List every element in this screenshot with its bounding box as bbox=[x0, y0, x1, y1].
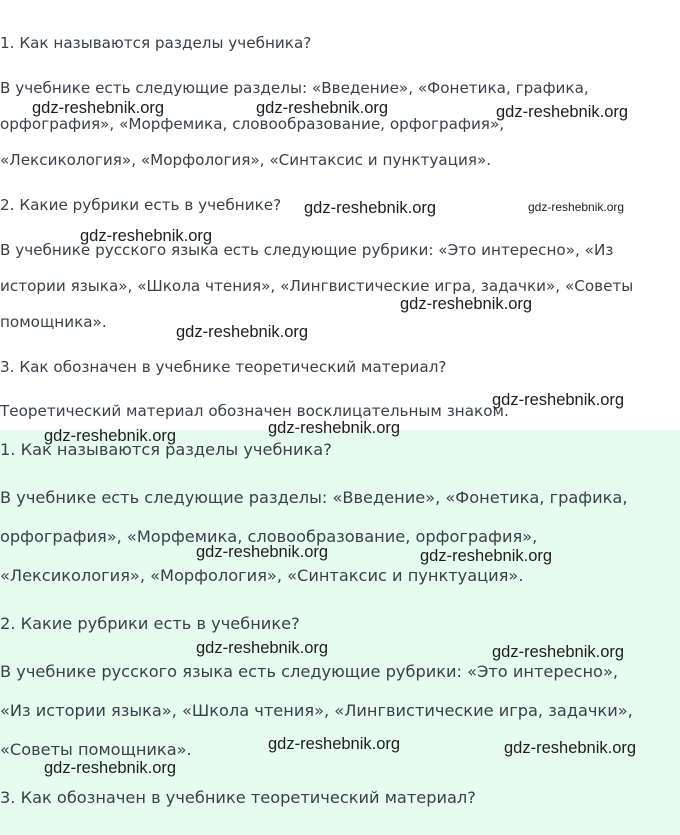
watermark: gdz-reshebnik.org bbox=[256, 99, 389, 117]
watermark: gdz-reshebnik.org bbox=[492, 643, 625, 661]
answer-1-line-3: «Лексикология», «Морфология», «Синтаксис и пунктуация». bbox=[0, 151, 492, 169]
watermark: gdz-reshebnik.org bbox=[44, 427, 177, 445]
watermark: gdz-reshebnik.org bbox=[268, 419, 401, 437]
answer-1-line-2: орфография», «Морфемика, словообразование, орфография», bbox=[0, 115, 505, 133]
answer-2-line-1: В учебнике русского языка есть следующие рубрики: «Это интересно», bbox=[0, 662, 619, 681]
watermark: gdz-reshebnik.org bbox=[492, 391, 625, 409]
question-2: 2. Какие рубрики есть в учебнике? bbox=[0, 614, 300, 633]
question-1: 1. Как называются разделы учебника? bbox=[0, 34, 312, 52]
answer-2-line-2: «Из истории языка», «Школа чтения», «Лингвистические игра, задачки», bbox=[0, 701, 633, 720]
watermark: gdz-reshebnik.org bbox=[304, 199, 437, 217]
answer-3-line-1: Теоретический материал обозначен восклицательным знаком. bbox=[0, 402, 509, 420]
watermark: gdz-reshebnik.org bbox=[80, 227, 213, 245]
answer-1-line-1: В учебнике есть следующие разделы: «Введение», «Фонетика, графика, bbox=[0, 488, 628, 507]
watermark: gdz-reshebnik.org bbox=[420, 547, 553, 565]
answer-2-line-1: В учебнике русского языка есть следующие рубрики: «Это интересно», «Из bbox=[0, 241, 614, 259]
answer-2-line-3: помощника». bbox=[0, 313, 107, 331]
watermark: gdz-reshebnik.org bbox=[268, 735, 401, 753]
watermark: gdz-reshebnik.org bbox=[196, 543, 329, 561]
question-3: 3. Как обозначен в учебнике теоретический материал? bbox=[0, 788, 476, 807]
watermark: gdz-reshebnik.org bbox=[400, 295, 533, 313]
answer-1-line-1: В учебнике есть следующие разделы: «Введение», «Фонетика, графика, bbox=[0, 79, 589, 97]
watermark: gdz-reshebnik.org bbox=[528, 200, 625, 214]
answer-1-line-3: «Лексикология», «Морфология», «Синтаксис и пунктуация». bbox=[0, 566, 524, 585]
watermark: gdz-reshebnik.org bbox=[176, 323, 309, 341]
question-2: 2. Какие рубрики есть в учебнике? bbox=[0, 196, 282, 214]
watermark: gdz-reshebnik.org bbox=[504, 739, 637, 757]
answer-2-line-2: истории языка», «Школа чтения», «Лингвистические игра, задачки», «Советы bbox=[0, 277, 634, 295]
answer-2-line-3: «Советы помощника». bbox=[0, 740, 192, 759]
question-3: 3. Как обозначен в учебнике теоретический материал? bbox=[0, 358, 447, 376]
watermark: gdz-reshebnik.org bbox=[196, 639, 329, 657]
watermark: gdz-reshebnik.org bbox=[44, 759, 177, 777]
answer-1-line-2: орфография», «Морфемика, словообразование, орфография», bbox=[0, 527, 538, 546]
watermark: gdz-reshebnik.org bbox=[496, 103, 629, 121]
watermark: gdz-reshebnik.org bbox=[32, 99, 165, 117]
question-1: 1. Как называются разделы учебника? bbox=[0, 440, 332, 459]
